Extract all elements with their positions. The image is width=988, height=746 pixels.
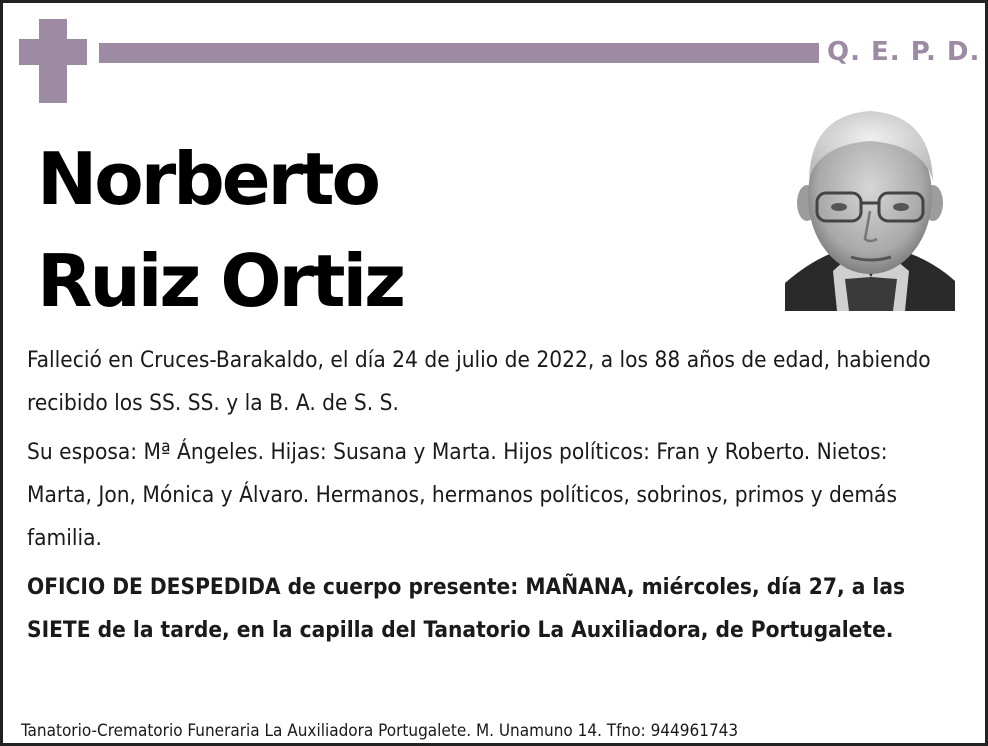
family-paragraph: Su esposa: Mª Ángeles. Hijas: Susana y Marta. Hijos políticos: Fran y Roberto. Nietos: Marta, Jon, Mónica y Álvaro. Hermanos, hermanos políticos, sobrinos, primos y demás familia.	[27, 439, 898, 551]
death-paragraph: Falleció en Cruces-Barakaldo, el día 24 de julio de 2022, a los 88 años de edad, habiendo recibido los SS. SS. y la B. A. de S. S.	[27, 347, 931, 416]
service-paragraph: OFICIO DE DESPEDIDA de cuerpo presente: MAÑANA, miércoles, día 27, a las SIETE de la tarde, en la capilla del Tanatorio La Auxiliadora, de Portugalete.	[27, 574, 906, 643]
qepd-heading: Q. E. P. D.	[827, 37, 981, 67]
portrait-icon	[785, 101, 955, 311]
funeral-home-footer: Tanatorio-Crematorio Funeraria La Auxiliadora Portugalete. M. Unamuno 14. Tfno: 944961743	[21, 721, 739, 741]
portrait-photo	[785, 101, 955, 311]
obituary-body	[27, 339, 957, 658]
first-name: Norberto	[37, 137, 378, 221]
last-name: Ruiz Ortiz	[37, 239, 404, 323]
cross-icon-bar	[19, 39, 87, 65]
header-rule	[99, 43, 819, 63]
